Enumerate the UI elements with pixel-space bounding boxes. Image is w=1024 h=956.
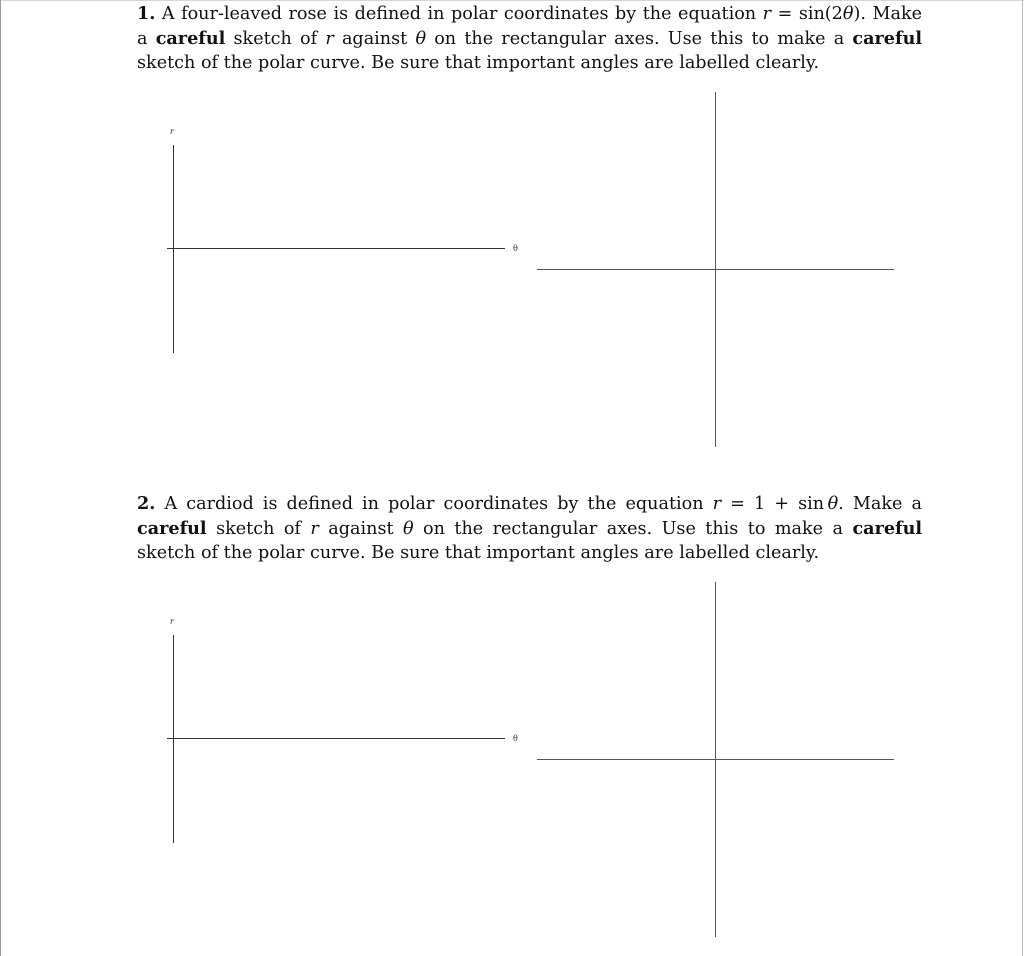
equation-rhs: = sin(2 xyxy=(777,4,843,24)
careful-emphasis: careful xyxy=(155,27,226,49)
problem-1-axes xyxy=(0,90,1024,450)
sketch-of-text: sketch of xyxy=(216,518,301,539)
axes-text: on the rectangular axes. Use this to make a xyxy=(423,518,844,539)
equation-rhs: = 1 + sin xyxy=(730,494,825,514)
problem-intro: A four-leaved rose is defined in polar coordinates by the equation xyxy=(161,4,757,24)
variable-theta: θ xyxy=(403,518,414,539)
make-text: Make a xyxy=(852,494,922,514)
problem-2-axes xyxy=(0,580,1024,940)
theta-axis-label: θ xyxy=(513,734,518,743)
equation-close: . xyxy=(838,494,844,514)
problem-2-text xyxy=(137,492,922,566)
problem-1-text xyxy=(137,2,922,76)
against-text: against xyxy=(328,518,394,539)
axes-text: on the rectangular axes. Use this to make a xyxy=(434,28,845,49)
against-text: against xyxy=(341,28,408,49)
variable-r: r xyxy=(325,28,334,49)
equation-theta: θ xyxy=(827,494,839,514)
make-text: Make a xyxy=(137,4,923,49)
variable-theta: θ xyxy=(415,28,427,49)
careful-emphasis: careful xyxy=(137,517,207,539)
page-edge-top xyxy=(0,0,1024,1)
theta-axis-label: θ xyxy=(513,244,518,253)
problem-number: 2. xyxy=(137,493,156,514)
sketch-of-text: sketch of xyxy=(233,28,318,49)
r-axis-label: r xyxy=(170,617,174,626)
equation-r: r xyxy=(762,4,772,24)
equation-theta: θ xyxy=(842,4,854,24)
equation-close: ). xyxy=(853,4,866,24)
equation-r: r xyxy=(712,494,722,514)
variable-r: r xyxy=(310,518,319,539)
closing-text: sketch of the polar curve. Be sure that important angles are labelled clearly. xyxy=(137,53,820,73)
careful-emphasis: careful xyxy=(852,27,923,49)
careful-emphasis: careful xyxy=(852,517,923,539)
r-axis-label: r xyxy=(170,127,174,136)
problem-intro: A cardiod is defined in polar coordinates by the equation xyxy=(164,494,704,514)
problem-number: 1. xyxy=(137,3,156,24)
closing-text: sketch of the polar curve. Be sure that important angles are labelled clearly. xyxy=(137,543,820,563)
